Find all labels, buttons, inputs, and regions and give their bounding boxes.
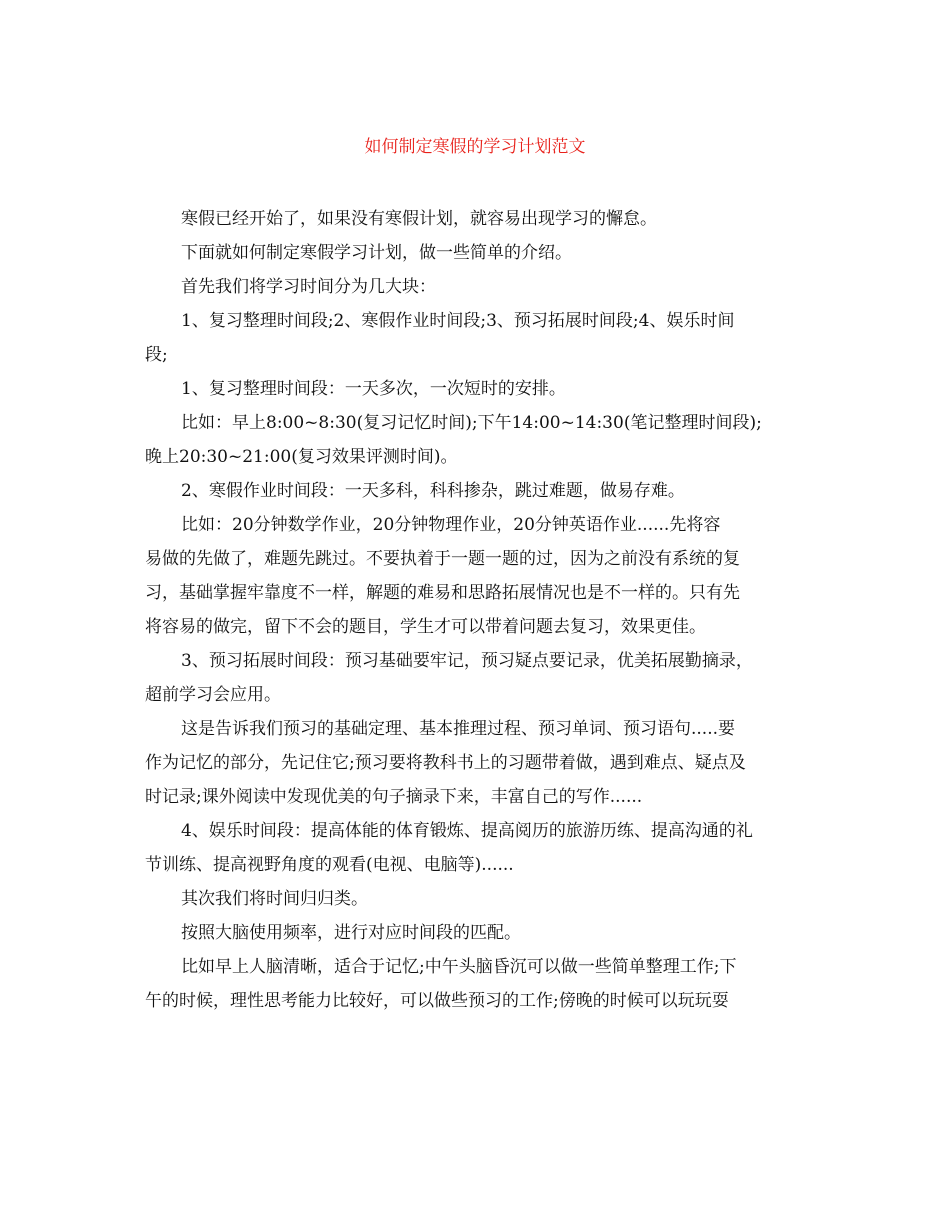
paragraph-line: 比如早上人脑清晰，适合于记忆;中午头脑昏沉可以做一些简单整理工作;下	[181, 957, 737, 977]
paragraph-line: 按照大脑使用频率，进行对应时间段的匹配。	[181, 923, 521, 943]
paragraph	[145, 712, 807, 814]
paragraph	[145, 882, 807, 916]
paragraph-line: 1、复习整理时间段;2、寒假作业时间段;3、预习拓展时间段;4、娱乐时间	[181, 311, 735, 331]
paragraph	[145, 644, 807, 712]
paragraph-line: 午的时候，理性思考能力比较好，可以做些预习的工作;傍晚的时候可以玩玩耍	[145, 991, 729, 1011]
paragraph	[145, 304, 807, 372]
paragraph-line: 3、预习拓展时间段：预习基础要牢记，预习疑点要记录，优美拓展勤摘录，	[181, 651, 753, 671]
paragraph-line: 下面就如何制定寒假学习计划，做一些简单的介绍。	[181, 243, 572, 263]
paragraph-line: 超前学习会应用。	[145, 685, 281, 705]
paragraph-line: 比如：早上8:00~8:30(复习记忆时间);下午14:00~14:30(笔记整理时间段);	[181, 413, 762, 433]
paragraph	[145, 270, 807, 304]
paragraph	[145, 950, 807, 1018]
paragraph-line: 2、寒假作业时间段：一天多科，科科掺杂，跳过难题，做易存难。	[181, 481, 685, 501]
paragraph	[145, 202, 807, 236]
paragraph	[145, 508, 807, 644]
paragraph	[145, 814, 807, 882]
paragraph-line: 4、娱乐时间段：提高体能的体育锻炼、提高阅历的旅游历练、提高沟通的礼	[181, 821, 753, 841]
paragraph-line: 习，基础掌握牢靠度不一样，解题的难易和思路拓展情况也是不一样的。只有先	[145, 583, 740, 603]
paragraph	[145, 474, 807, 508]
paragraph	[145, 372, 807, 406]
paragraph	[145, 406, 807, 474]
paragraph-line: 段;	[145, 345, 168, 365]
paragraph-line: 时记录;课外阅读中发现优美的句子摘录下来，丰富自己的写作......	[145, 787, 643, 807]
document-title: 如何制定寒假的学习计划范文	[364, 137, 586, 157]
paragraph	[145, 236, 807, 270]
paragraph-line: 1、复习整理时间段：一天多次，一次短时的安排。	[181, 379, 566, 399]
paragraph-line: 作为记忆的部分，先记住它;预习要将教科书上的习题带着做，遇到难点、疑点及	[145, 753, 746, 773]
paragraph	[145, 916, 807, 950]
paragraph-line: 晚上20:30~21:00(复习效果评测时间)。	[145, 447, 458, 467]
paragraph-line: 易做的先做了，难题先跳过。不要执着于一题一题的过，因为之前没有系统的复	[145, 549, 740, 569]
paragraph-line: 将容易的做完，留下不会的题目，学生才可以带着问题去复习，效果更佳。	[145, 617, 706, 637]
paragraph-line: 其次我们将时间归归类。	[181, 889, 368, 909]
document-body	[145, 202, 807, 1018]
paragraph-line: 首先我们将学习时间分为几大块：	[181, 277, 436, 297]
paragraph-line: 寒假已经开始了，如果没有寒假计划，就容易出现学习的懈怠。	[181, 209, 657, 229]
paragraph-line: 这是告诉我们预习的基础定理、基本推理过程、预习单词、预习语句.....要	[181, 719, 736, 739]
paragraph-line: 节训练、提高视野角度的观看(电视、电脑等)......	[145, 855, 514, 875]
paragraph-line: 比如：20分钟数学作业，20分钟物理作业，20分钟英语作业......先将容	[181, 515, 721, 535]
